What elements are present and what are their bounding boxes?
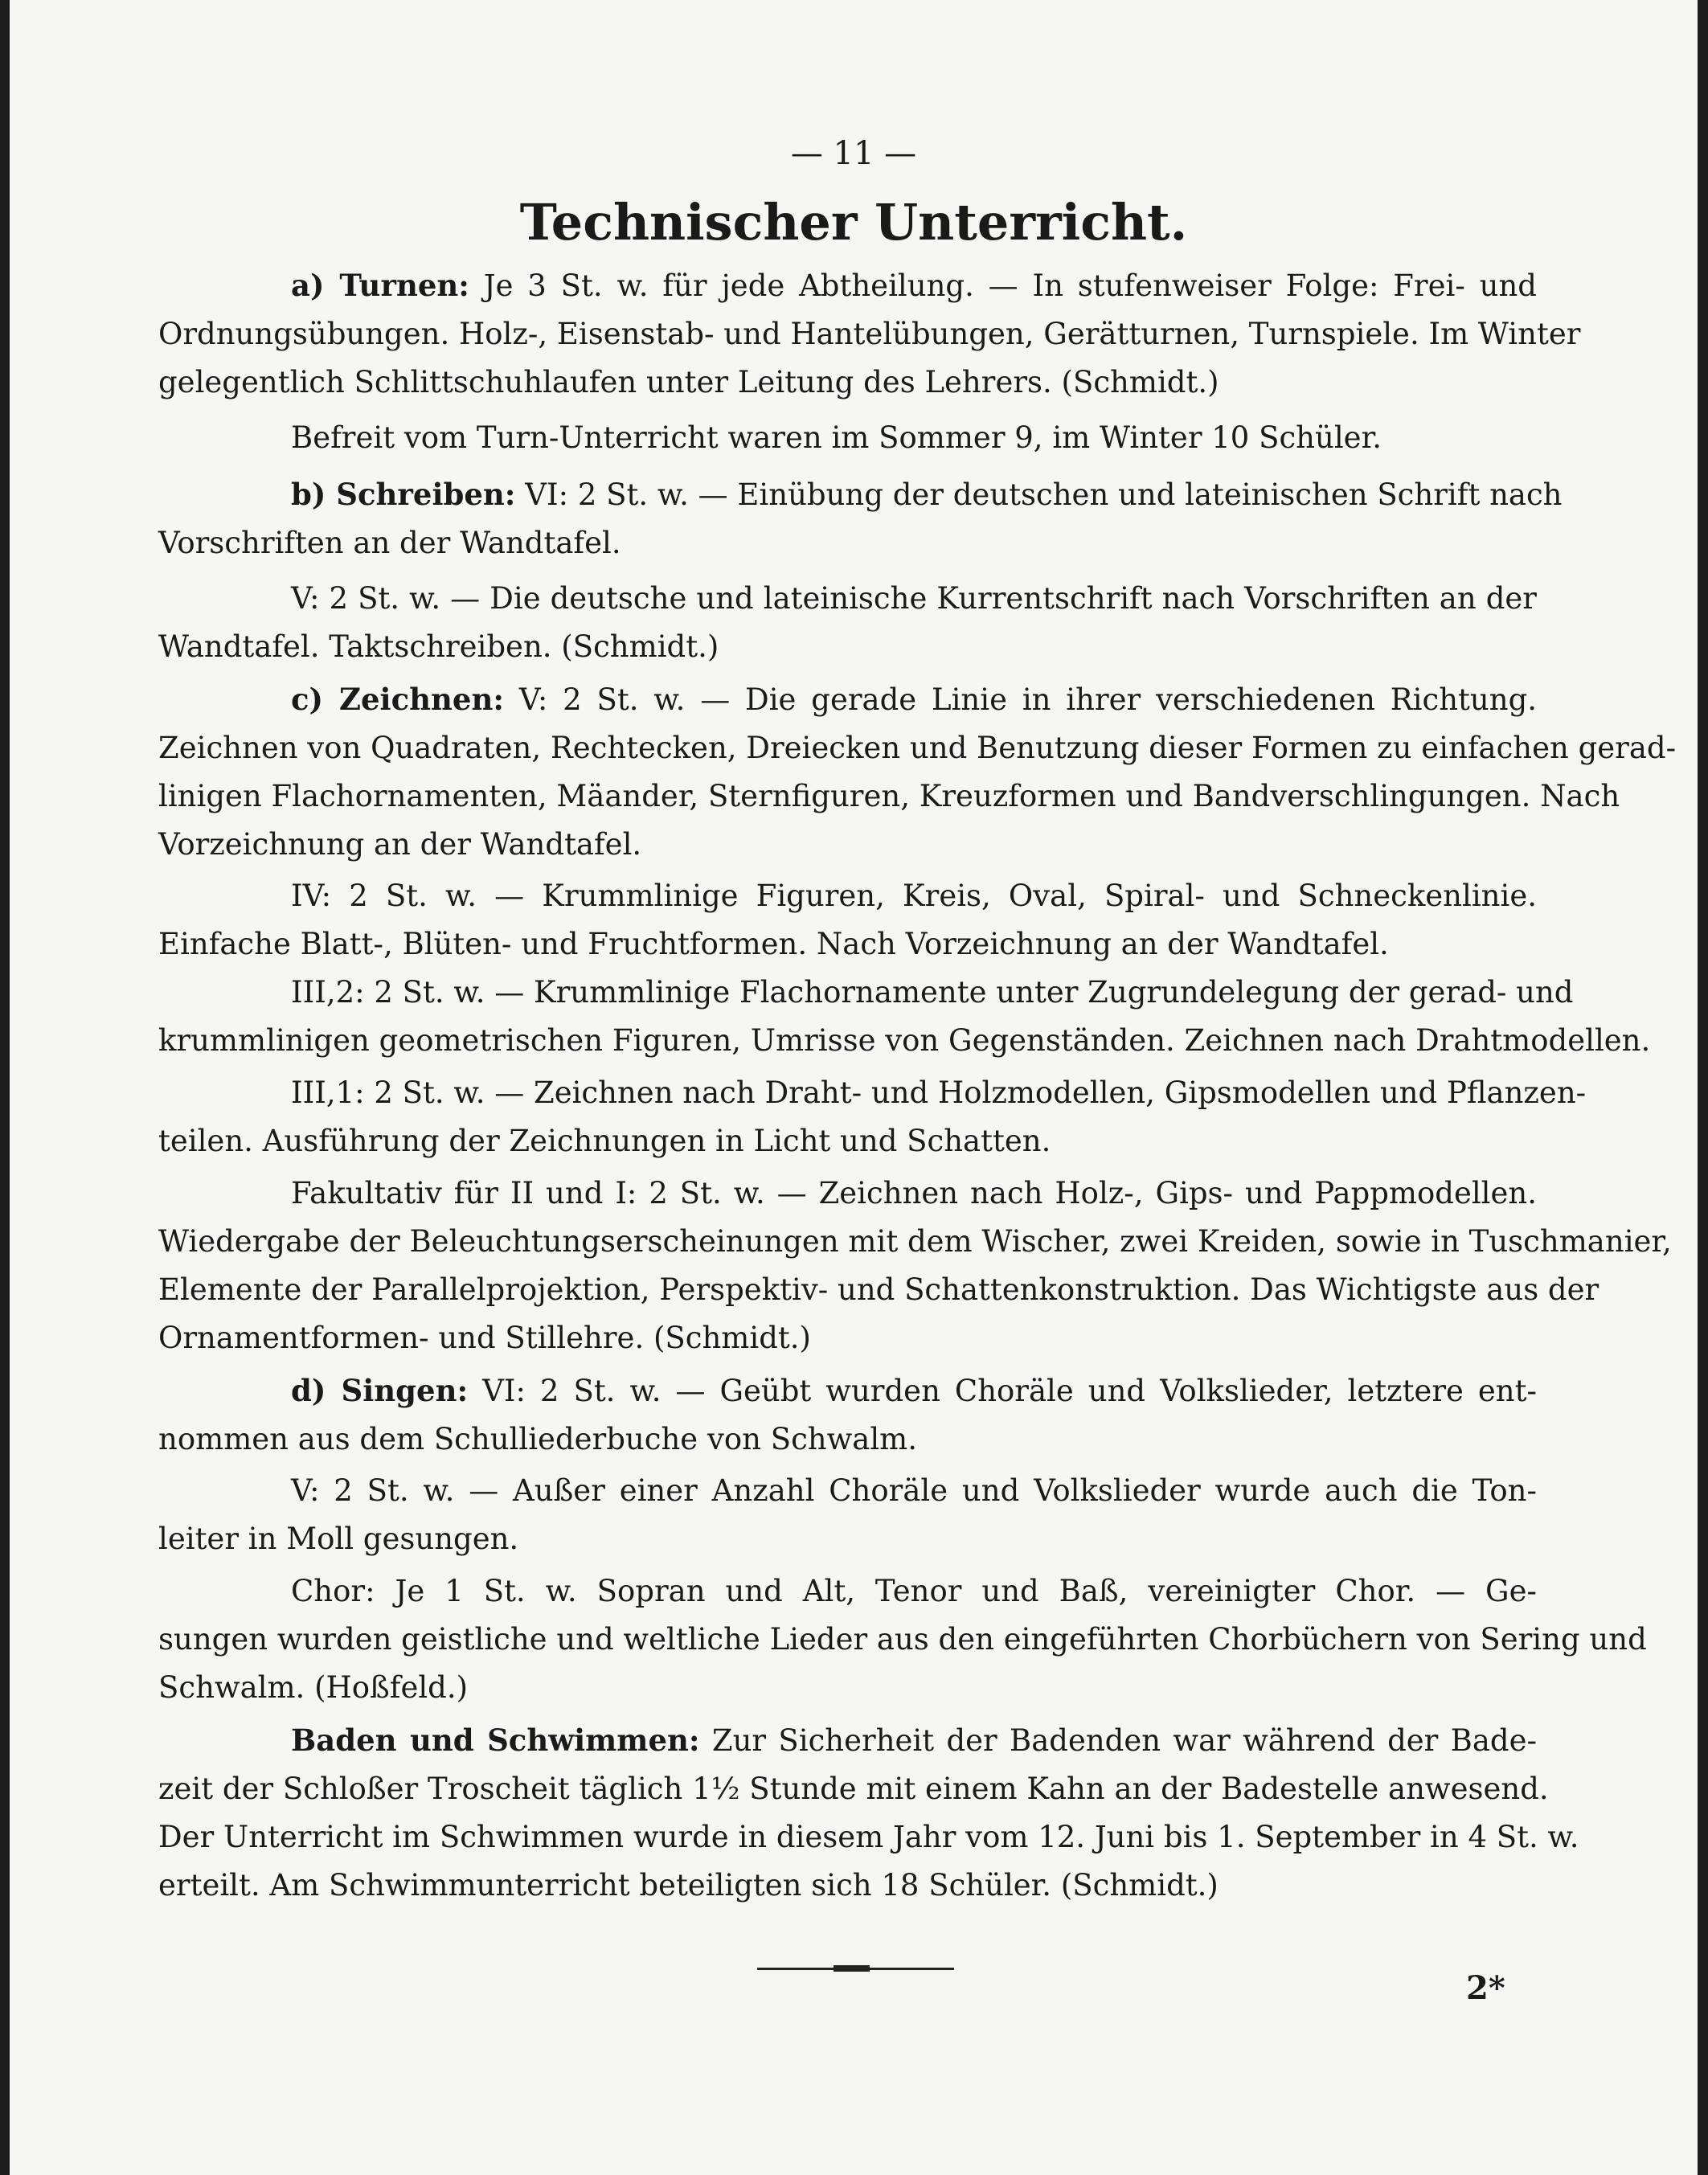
text-line [158, 261, 1537, 310]
text-span: Je 3 St. w. für jede Abtheilung. — In stufenweiser Folge: Frei- und [483, 268, 1537, 303]
text-line: linigen Flachornamenten, Mäander, Sternfiguren, Kreuzformen und Bandverschlingungen. Nach [158, 779, 1620, 813]
section-turnen [158, 261, 1581, 407]
text-line: III,1: 2 St. w. — Zeichnen nach Draht- und Holzmodellen, Gipsmodellen und Pflanzen- [291, 1075, 1587, 1110]
text-line: Wandtafel. Taktschreiben. (Schmidt.) [158, 629, 719, 664]
text-span: Zur Sicherheit der Badenden war während der Bade- [711, 1723, 1537, 1758]
page-number: — 11 — [790, 135, 917, 172]
text-line: III,2: 2 St. w. — Krummlinige Flachornamente unter Zugrundelegung der gerad- und [291, 975, 1574, 1010]
text-line [158, 1366, 1537, 1415]
document-page [10, 0, 1698, 2175]
text-line: krummlinigen geometrischen Figuren, Umrisse von Gegenständen. Zeichnen nach Drahtmodellen. [158, 1023, 1651, 1058]
text-line: teilen. Ausführung der Zeichnungen in Licht und Schatten. [158, 1124, 1051, 1158]
text-line: gelegentlich Schlittschuhlaufen unter Leitung des Lehrers. (Schmidt.) [158, 365, 1219, 399]
text-line: Einfache Blatt-, Blüten- und Fruchtformen. Nach Vorzeichnung an der Wandtafel. [158, 927, 1389, 961]
text-line: Elemente der Parallelprojektion, Perspektiv- und Schattenkonstruktion. Das Wichtigste aus der [158, 1272, 1599, 1307]
text-line: zeit der Schloßer Troscheit täglich 1½ Stunde mit einem Kahn an der Badestelle anwesend. [158, 1772, 1549, 1806]
text-span: VI: 2 St. w. — Geübt wurden Choräle und Volkslieder, letztere ent- [482, 1374, 1538, 1408]
text-line [158, 470, 1563, 519]
text-line: Ornamentformen- und Stillehre. (Schmidt.) [158, 1321, 811, 1355]
text-line: Fakultativ für II und I: 2 St. w. — Zeichnen nach Holz-, Gips- und Pappmodellen. [291, 1176, 1537, 1210]
closing-rule [757, 1968, 954, 1970]
text-line: Zeichnen von Quadraten, Rechtecken, Dreiecken und Benutzung dieser Formen zu einfachen gerad- [158, 731, 1677, 765]
text-line: Schwalm. (Hoßfeld.) [158, 1670, 469, 1705]
section-zeichnen [158, 675, 1677, 869]
text-line [158, 1716, 1537, 1765]
section-label: b) Schreiben: [291, 477, 516, 512]
text-line: Befreit vom Turn-Unterricht waren im Sommer 9, im Winter 10 Schüler. [291, 420, 1382, 455]
section-label: a) Turnen: [291, 268, 469, 303]
section-baden [158, 1716, 1579, 1910]
section-zeichnen-iv [158, 872, 1537, 969]
text-line: sungen wurden geistliche und weltliche Lieder aus den eingeführten Chorbüchern von Sering und [158, 1622, 1647, 1657]
text-line: nommen aus dem Schulliederbuche von Schwalm. [158, 1422, 918, 1456]
section-zeichnen-fakultativ [158, 1169, 1672, 1362]
section-schreiben [158, 470, 1563, 567]
section-label: c) Zeichnen: [291, 682, 505, 717]
text-line: Vorzeichnung an der Wandtafel. [158, 827, 642, 862]
page-title: Technischer Unterricht. [519, 193, 1188, 252]
text-line: Chor: Je 1 St. w. Sopran und Alt, Tenor und Baß, vereinigter Chor. — Ge- [291, 1574, 1537, 1608]
section-singen-chor [158, 1567, 1647, 1712]
section-singen-v [158, 1467, 1537, 1563]
text-line: V: 2 St. w. — Die deutsche und lateinische Kurrentschrift nach Vorschriften an der [291, 581, 1537, 616]
text-line: Ordnungsübungen. Holz-, Eisenstab- und Hantelübungen, Gerätturnen, Turnspiele. Im Winter [158, 317, 1581, 351]
text-line: Der Unterricht im Schwimmen wurde in diesem Jahr vom 12. Juni bis 1. September in 4 St. w. [158, 1820, 1579, 1854]
section-zeichnen-iii1 [158, 1069, 1587, 1165]
text-line: V: 2 St. w. — Außer einer Anzahl Choräle und Volkslieder wurde auch die Ton- [291, 1473, 1537, 1508]
section-label: d) Singen: [291, 1373, 469, 1408]
text-line: erteilt. Am Schwimmunterricht beteiligten sich 18 Schüler. (Schmidt.) [158, 1868, 1219, 1903]
section-singen [158, 1366, 1537, 1464]
signature-mark: 2* [1466, 1969, 1505, 2007]
text-line: Vorschriften an der Wandtafel. [158, 526, 621, 560]
text-line: leiter in Moll gesungen. [158, 1522, 519, 1556]
text-span: VI: 2 St. w. — Einübung der deutschen und lateinischen Schrift nach [525, 477, 1563, 512]
text-line [158, 675, 1537, 724]
text-line: Wiedergabe der Beleuchtungserscheinungen mit dem Wischer, zwei Kreiden, sowie in Tuschmanier, [158, 1224, 1672, 1259]
section-turnen-befreit [158, 414, 1537, 462]
text-span: V: 2 St. w. — Die gerade Linie in ihrer verschiedenen Richtung. [518, 682, 1538, 717]
section-label: Baden und Schwimmen: [291, 1722, 700, 1758]
section-zeichnen-iii2 [158, 969, 1651, 1065]
section-schreiben-v [158, 575, 1537, 671]
text-line: IV: 2 St. w. — Krummlinige Figuren, Kreis, Oval, Spiral- und Schneckenlinie. [291, 879, 1537, 913]
